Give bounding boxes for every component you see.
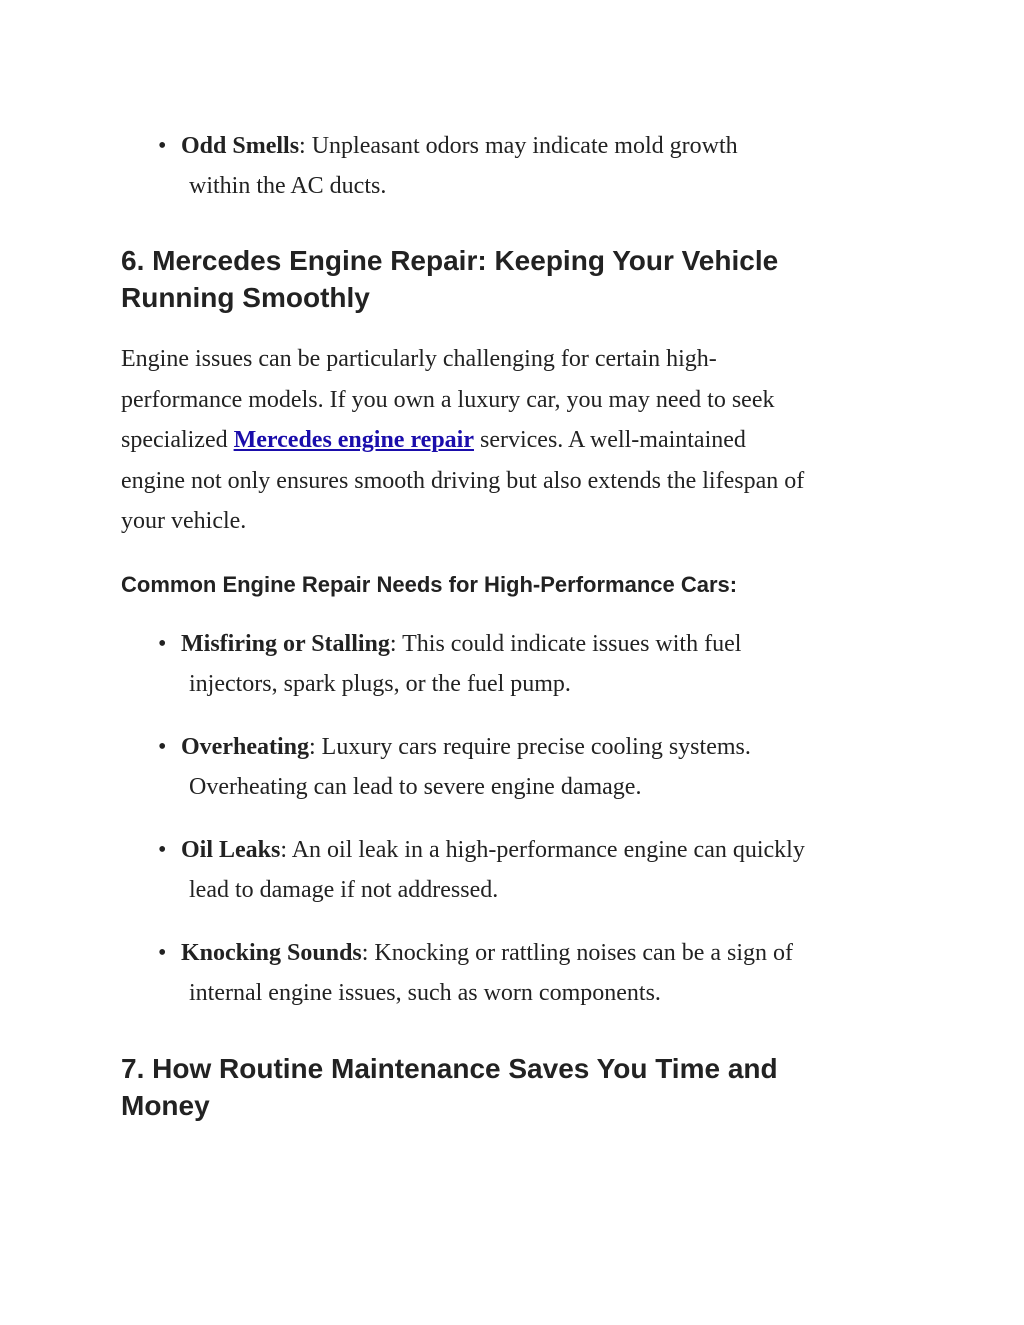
paragraph-line: engine not only ensures smooth driving but also extends the lifespan of [121, 467, 805, 494]
list-item-first-line [181, 830, 911, 870]
list-item-continuation: internal engine issues, such as worn components. [189, 980, 661, 1006]
section-7-heading [121, 1050, 911, 1124]
list-item [121, 126, 911, 206]
section-6-heading-line2: Running Smoothly [121, 282, 370, 313]
list-item-term: Knocking Sounds [181, 940, 362, 966]
list-item [121, 830, 911, 910]
list-item-description: : Knocking or rattling noises can be a sign of [361, 940, 794, 966]
list-item-description: : This could indicate issues with fuel [389, 631, 742, 657]
list-item-first-line [181, 727, 911, 767]
list-item-description: : An oil leak in a high-performance engine can quickly [280, 837, 805, 863]
bullet-icon: • [158, 734, 167, 760]
list-item-term: Odd Smells [181, 133, 300, 159]
list-item-description: : Unpleasant odors may indicate mold growth [299, 133, 738, 159]
bullet-icon: • [158, 133, 167, 159]
list-item-first-line [181, 624, 911, 664]
list-item-term: Misfiring or Stalling [181, 631, 390, 657]
list-item-description: : Luxury cars require precise cooling systems. [308, 734, 751, 760]
mercedes-engine-repair-link[interactable]: Mercedes engine repair [233, 427, 474, 453]
list-item-continuation: Overheating can lead to severe engine damage. [189, 774, 642, 800]
list-item [121, 727, 911, 807]
section-7-heading-line2: Money [121, 1090, 210, 1121]
list-item-term: Oil Leaks [181, 837, 281, 863]
paragraph-text: specialized [121, 427, 234, 453]
list-item [121, 624, 911, 704]
section-6-heading [121, 242, 911, 316]
section-6-heading-line1: 6. Mercedes Engine Repair: Keeping Your Vehicle [121, 245, 779, 276]
list-item-continuation: lead to damage if not addressed. [189, 877, 499, 903]
list-item-first-line [181, 126, 911, 166]
list-item-first-line [181, 933, 911, 973]
ac-symptoms-list [121, 126, 911, 206]
section-7-heading-line1: 7. How Routine Maintenance Saves You Time and [121, 1053, 778, 1084]
paragraph-text: services. A well-maintained [473, 427, 746, 453]
list-item-continuation: within the AC ducts. [189, 173, 387, 199]
list-item-term: Overheating [181, 734, 309, 760]
paragraph-line: Engine issues can be particularly challenging for certain high- [121, 346, 717, 372]
engine-repair-needs-heading: Common Engine Repair Needs for High-Performance Cars: [121, 572, 738, 597]
list-item [121, 933, 911, 1013]
list-item-continuation: injectors, spark plugs, or the fuel pump. [189, 671, 571, 697]
paragraph-line-with-link [121, 420, 911, 461]
paragraph-line: your vehicle. [121, 508, 247, 534]
bullet-icon: • [158, 837, 167, 863]
engine-repair-needs-list [121, 624, 911, 1013]
section-6-paragraph [121, 339, 911, 542]
bullet-icon: • [158, 940, 167, 966]
bullet-icon: • [158, 631, 167, 657]
paragraph-line: performance models. If you own a luxury car, you may need to seek [121, 386, 775, 413]
